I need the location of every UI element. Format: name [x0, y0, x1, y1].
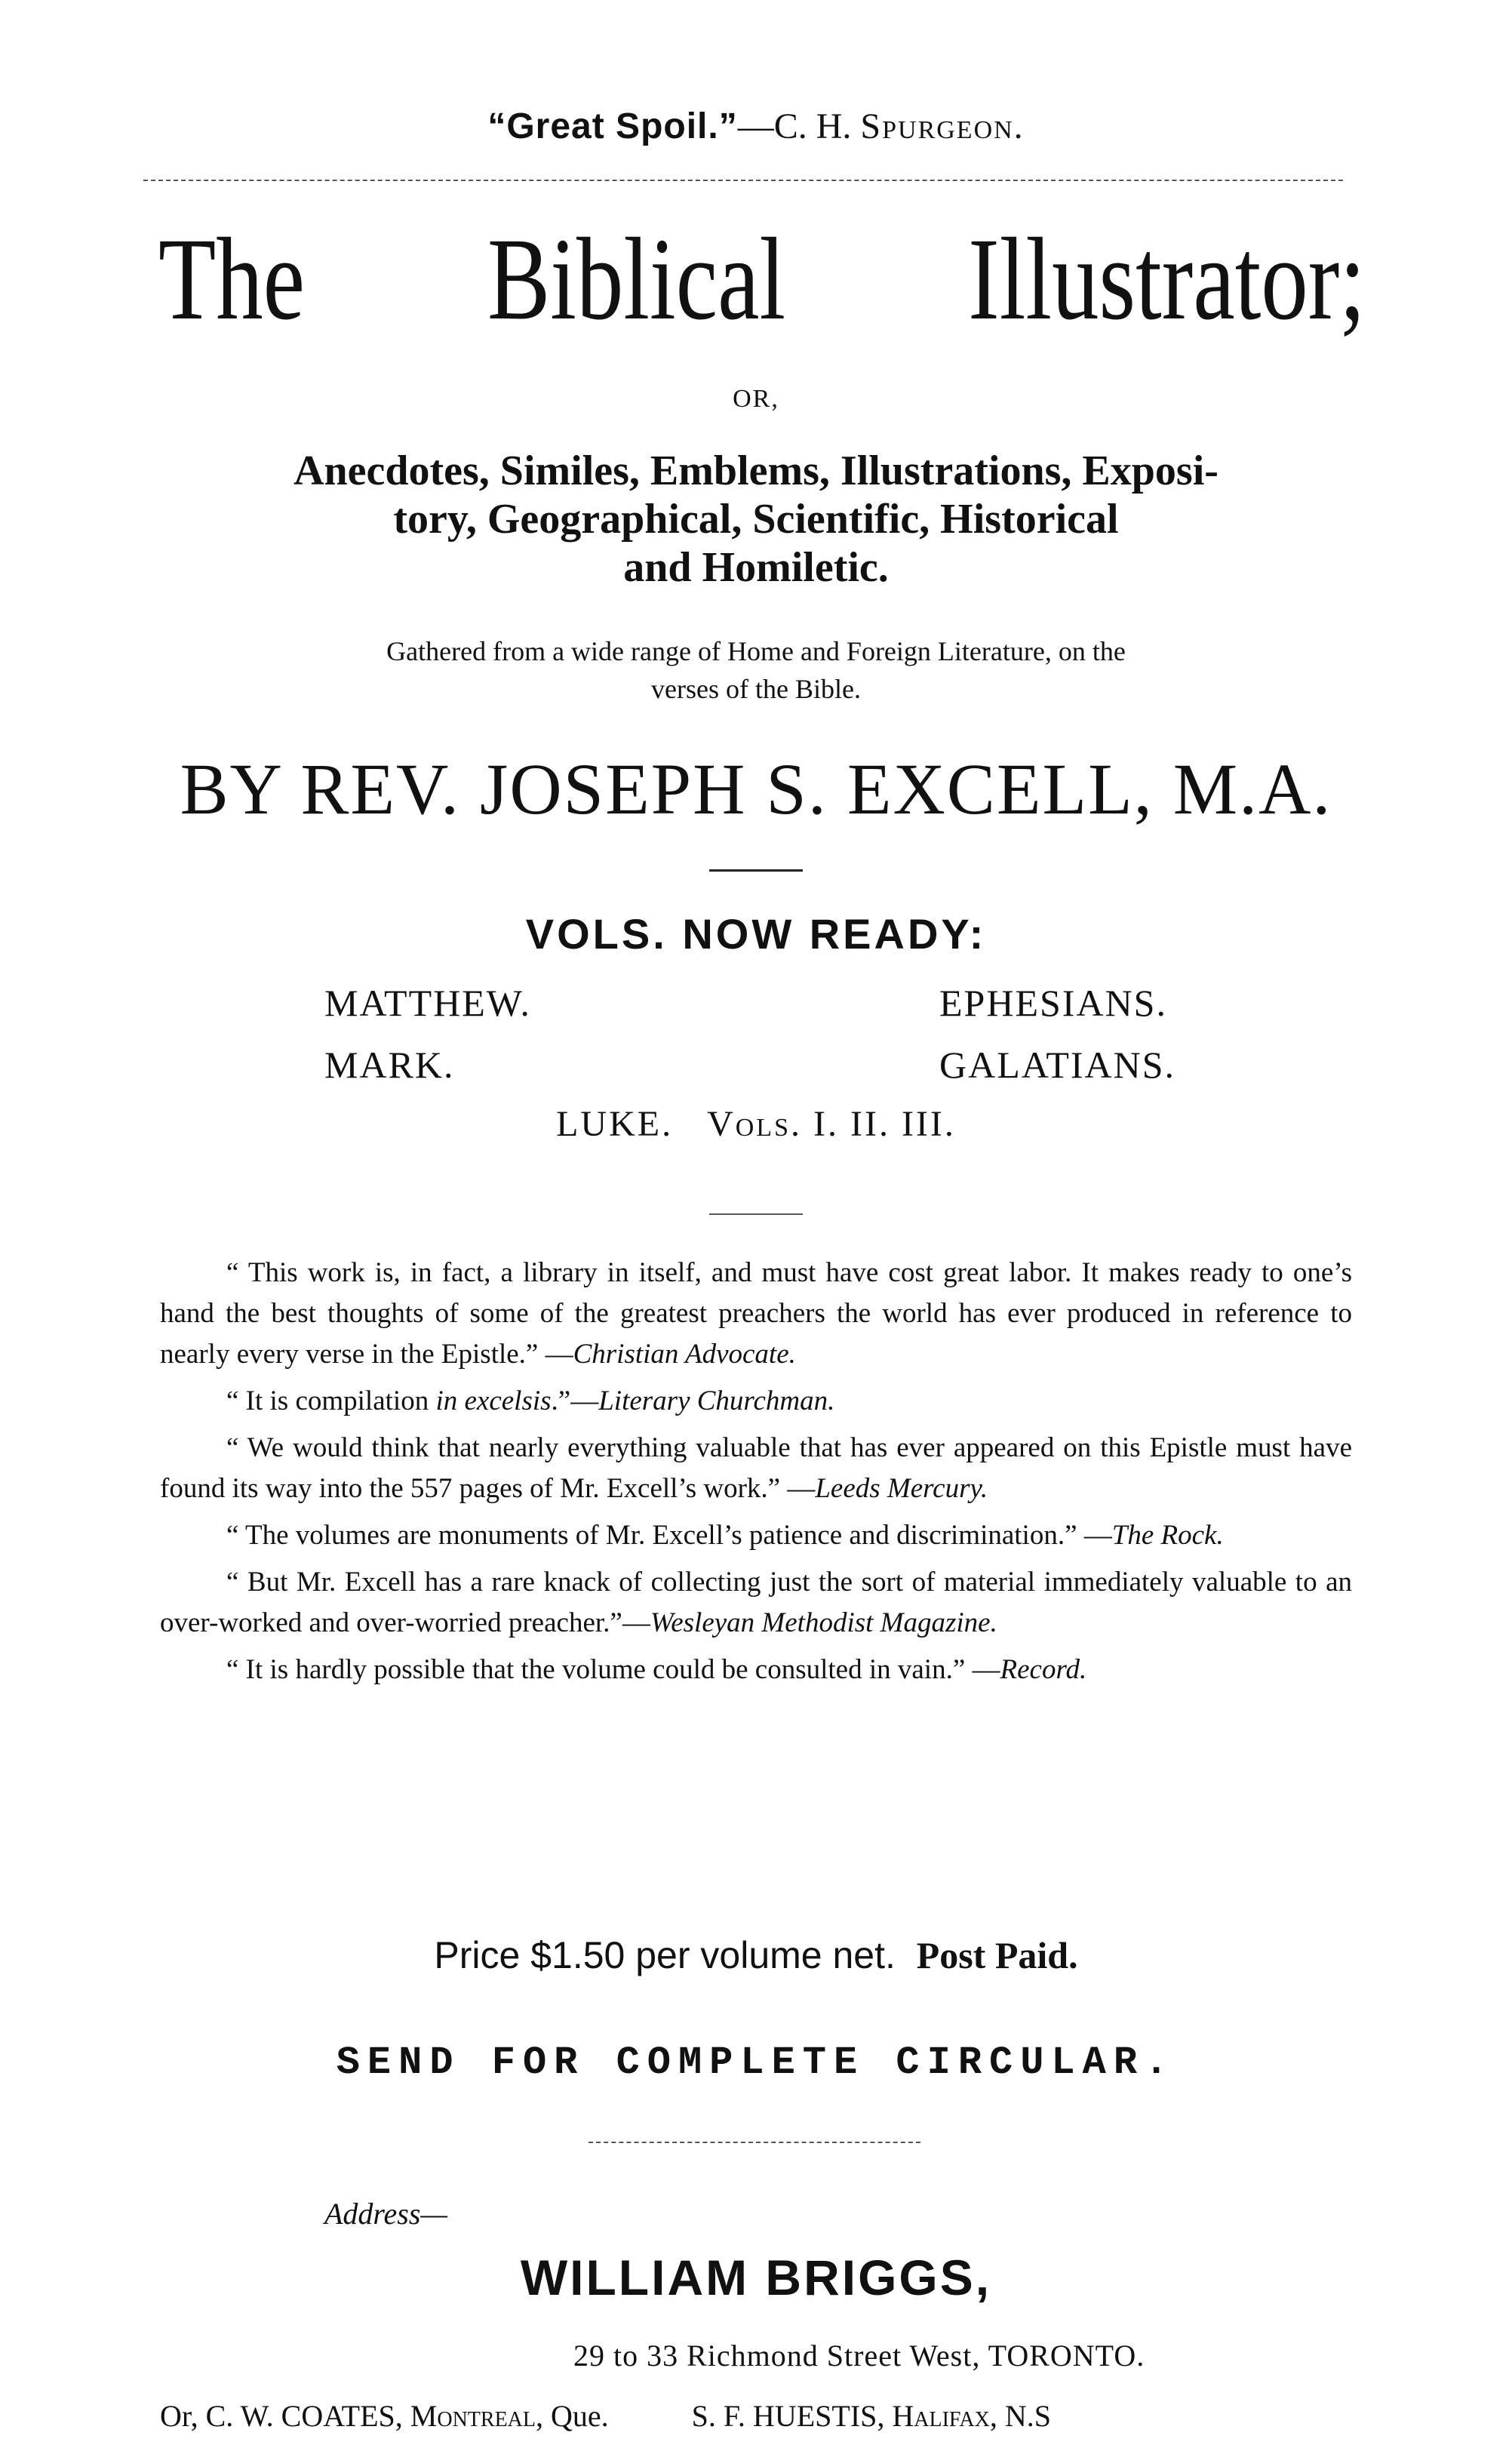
review-source: The Rock. [1111, 1520, 1224, 1551]
review-text: “ But Mr. Excell has a rare knack of collecting just the sort of material immediately valuable to an over-worked and over-worried preacher.”— [160, 1567, 1352, 1638]
volume-ephesians: EPHESIANS. [939, 982, 1167, 1024]
review-text: “ The volumes are monuments of Mr. Excell’s patience and discrimination.” — [226, 1520, 1112, 1551]
review-text: “ It is compilation [226, 1385, 436, 1416]
volume-luke [0, 1103, 1512, 1145]
review-text: “ This work is, in fact, a library in itself, and must have cost great labor. It makes ready to one’s hand the best thoughts of some of the greatest preachers the world has ever produced in reference to nearly every verse in the Epistle.” — [160, 1257, 1352, 1370]
volume-galatians: GALATIANS. [939, 1044, 1176, 1086]
huestis-prefix: S. F. HUESTIS, [691, 2399, 893, 2433]
coates-prefix: Or, C. W. COATES, [160, 2399, 410, 2433]
header-quote [0, 106, 1512, 147]
review-source: Literary Churchman. [598, 1385, 835, 1416]
review-item [160, 1253, 1352, 1375]
luke-vols-numbers: I. II. III. [813, 1104, 956, 1144]
luke-name: LUKE. [556, 1104, 674, 1144]
review-item [160, 1650, 1352, 1690]
review-text-tail: .”— [551, 1385, 599, 1416]
review-item [160, 1381, 1352, 1422]
volume-matthew: MATTHEW. [324, 982, 531, 1024]
send-circular: SEND FOR COMPLETE CIRCULAR. [336, 2041, 1176, 2085]
volumes-heading: VOLS. NOW READY: [525, 910, 987, 958]
short-divider [709, 869, 803, 872]
quote-author-prefix: —C. H. [737, 106, 861, 146]
review-item [160, 1515, 1352, 1556]
huestis-province: , N.S [989, 2399, 1052, 2433]
subtitle-line: and Homiletic. [623, 544, 889, 591]
address-label: Address— [324, 2197, 447, 2231]
title-word-illustrator: Illustrator; [968, 214, 1366, 344]
review-source: Record. [1000, 1654, 1087, 1685]
title-word-the: The [158, 214, 306, 344]
gathered-line: Gathered from a wide range of Home and Foreign Literature, on the [386, 636, 1126, 666]
price-line [0, 1933, 1512, 1977]
post-paid: Post Paid. [916, 1934, 1078, 1976]
book-title [158, 214, 1366, 344]
review-source: Leeds Mercury. [815, 1473, 988, 1504]
short-divider-2 [709, 1213, 803, 1215]
huestis-city: Halifax [892, 2399, 990, 2433]
coates-city: Montreal [410, 2399, 536, 2433]
publisher-street: 29 to 33 Richmond Street West, TORONTO. [573, 2339, 1145, 2373]
review-source: Wesleyan Methodist Magazine. [650, 1607, 997, 1638]
review-text: “ We would think that nearly everything valuable that has ever appeared on this Epistle must have found its way into the 557 pages of Mr. Excell’s work.” — [160, 1432, 1352, 1504]
top-divider [143, 180, 1343, 181]
gathered-line: verses of the Bible. [651, 674, 861, 704]
title-word-biblical: Biblical [487, 214, 786, 344]
subtitle-line: Anecdotes, Similes, Emblems, Illustrations, Exposi- [293, 447, 1219, 494]
luke-vols-label: Vols. [707, 1104, 802, 1144]
reviews-section [160, 1253, 1352, 1696]
quote-text: “Great Spoil.” [487, 106, 738, 146]
alternate-addresses [160, 2398, 1352, 2434]
subtitle [151, 447, 1361, 592]
review-text: “ It is hardly possible that the volume could be consulted in vain.” — [226, 1654, 1000, 1685]
review-item [160, 1562, 1352, 1644]
price-text: Price $1.50 per volume net. [434, 1934, 896, 1976]
author-line: BY REV. JOSEPH S. EXCELL, M.A. [180, 749, 1332, 829]
subtitle-line: tory, Geographical, Scientific, Historical [393, 496, 1119, 543]
quote-author-name: Spurgeon. [860, 106, 1025, 146]
review-emphasis: in excelsis [435, 1385, 552, 1416]
bottom-divider [589, 2142, 920, 2143]
coates-province: , Que. [536, 2399, 609, 2433]
review-source: Christian Advocate. [573, 1339, 796, 1370]
gathered-note [196, 632, 1316, 708]
or-text: OR, [733, 385, 779, 413]
volume-mark: MARK. [324, 1044, 455, 1086]
review-item [160, 1428, 1352, 1509]
publisher-name: WILLIAM BRIGGS, [520, 2250, 992, 2305]
